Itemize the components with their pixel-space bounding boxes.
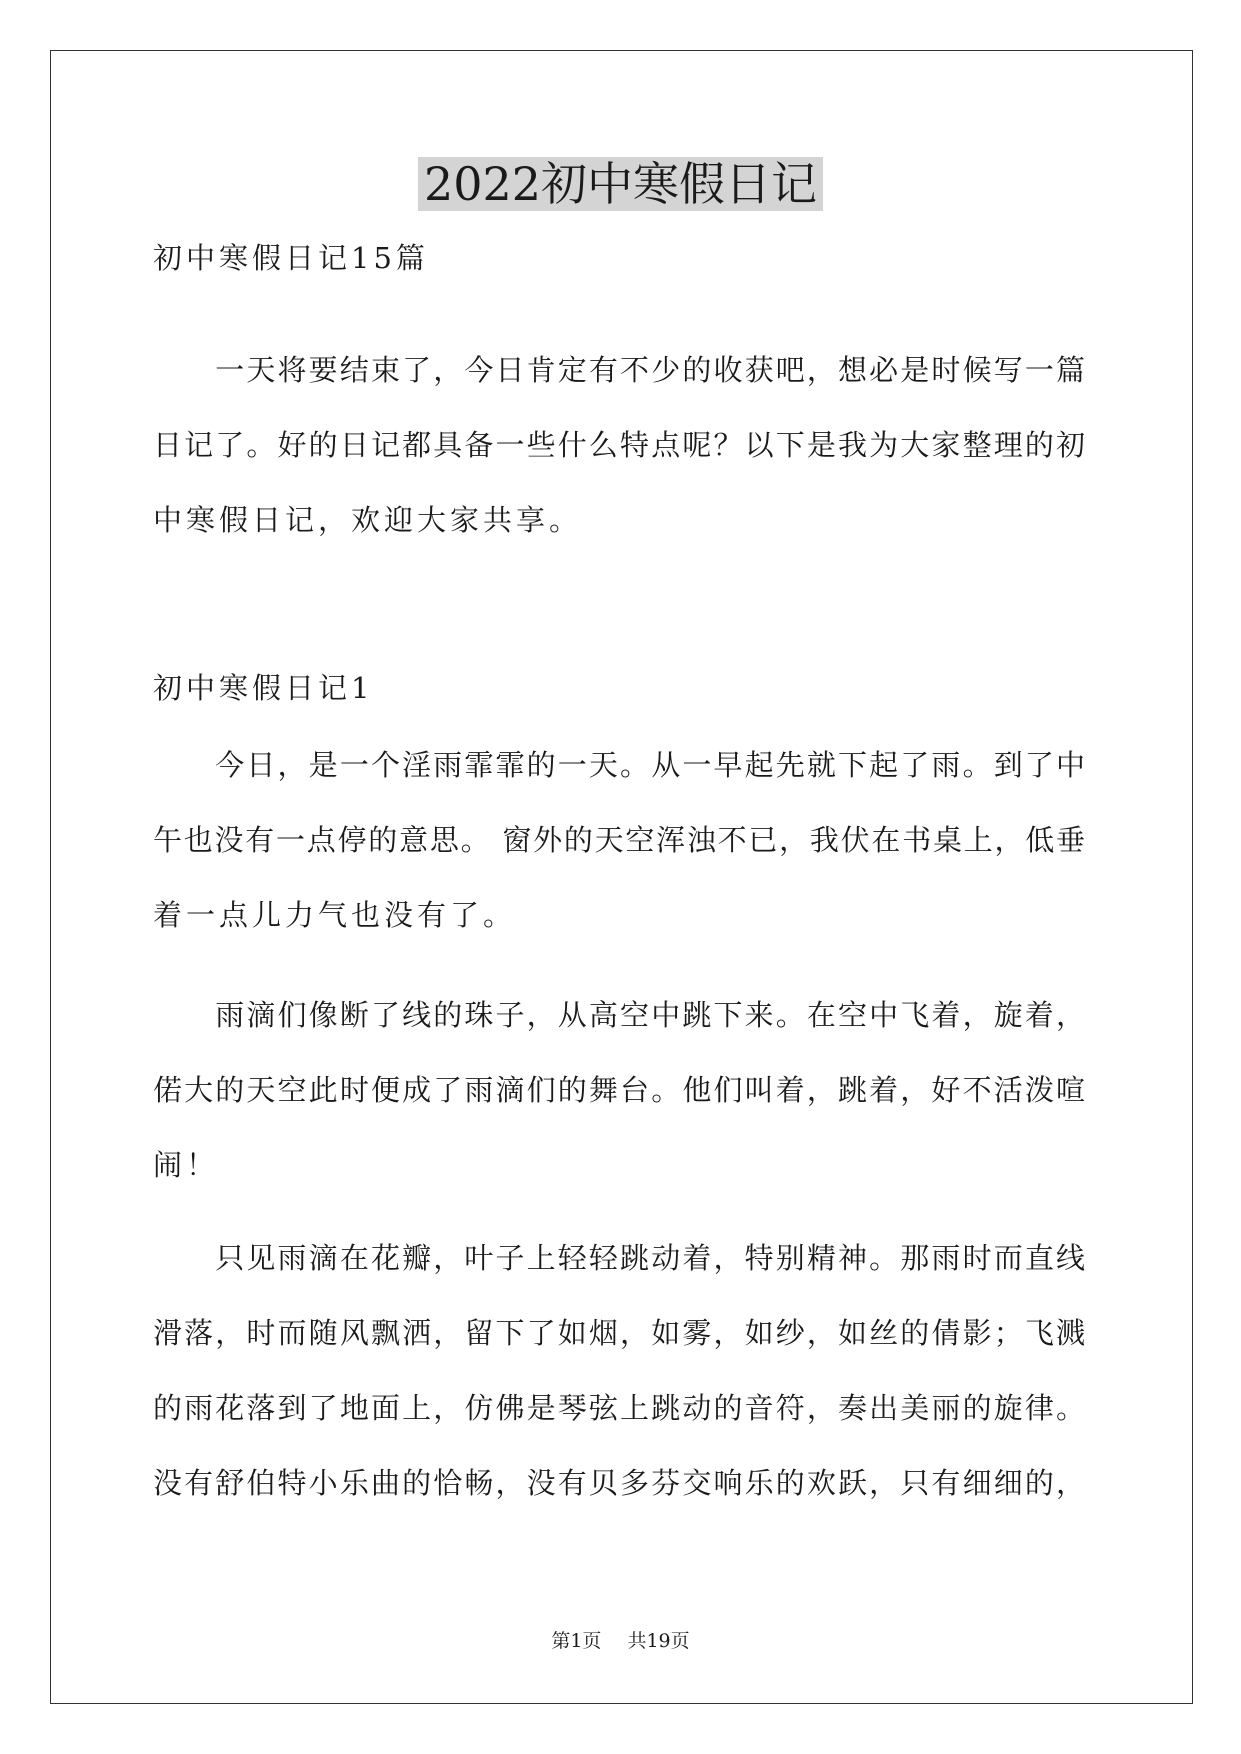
page-footer [0,1628,1241,1654]
document-subtitle: 初中寒假日记15篇 [153,241,429,275]
intro-line-2: 日记了。好的日记都具备一些什么特点呢？以下是我为大家整理的初 [153,428,1085,462]
paragraph2-line-2: 偌大的天空此时便成了雨滴们的舞台。他们叫着，跳着，好不活泼喧 [153,1073,1085,1107]
document-title [0,152,1241,216]
paragraph2-line-3: 闹！ [153,1148,220,1182]
paragraph1-line-3: 着一点儿力气也没有了。 [153,898,517,932]
intro-line-1: 一天将要结束了，今日肯定有不少的收获吧，想必是时候写一篇 [153,353,1085,387]
paragraph1-line-1: 今日，是一个淫雨霏霏的一天。从一早起先就下起了雨。到了中 [153,748,1085,782]
paragraph1-line-2: 午也没有一点停的意思。 窗外的天空浑浊不已，我伏在书桌上，低垂 [153,823,1085,857]
section-heading: 初中寒假日记1 [153,671,374,705]
page-total: 共19页 [627,1630,690,1652]
page-border [50,50,1193,1704]
paragraph3-line-3: 的雨花落到了地面上，仿佛是琴弦上跳动的音符，奏出美丽的旋律。 [153,1391,1085,1425]
paragraph2-line-1: 雨滴们像断了线的珠子，从高空中跳下来。在空中飞着，旋着， [153,998,1085,1032]
intro-line-3: 中寒假日记，欢迎大家共享。 [153,503,583,537]
document-title-text: 2022初中寒假日记 [418,157,823,211]
paragraph3-line-1: 只见雨滴在花瓣，叶子上轻轻跳动着，特别精神。那雨时而直线 [153,1241,1085,1275]
paragraph3-line-2: 滑落，时而随风飘洒，留下了如烟，如雾，如纱，如丝的倩影；飞溅 [153,1316,1085,1350]
page-number: 第1页 [551,1630,602,1652]
paragraph3-line-4: 没有舒伯特小乐曲的恰畅，没有贝多芬交响乐的欢跃，只有细细的， [153,1466,1085,1500]
